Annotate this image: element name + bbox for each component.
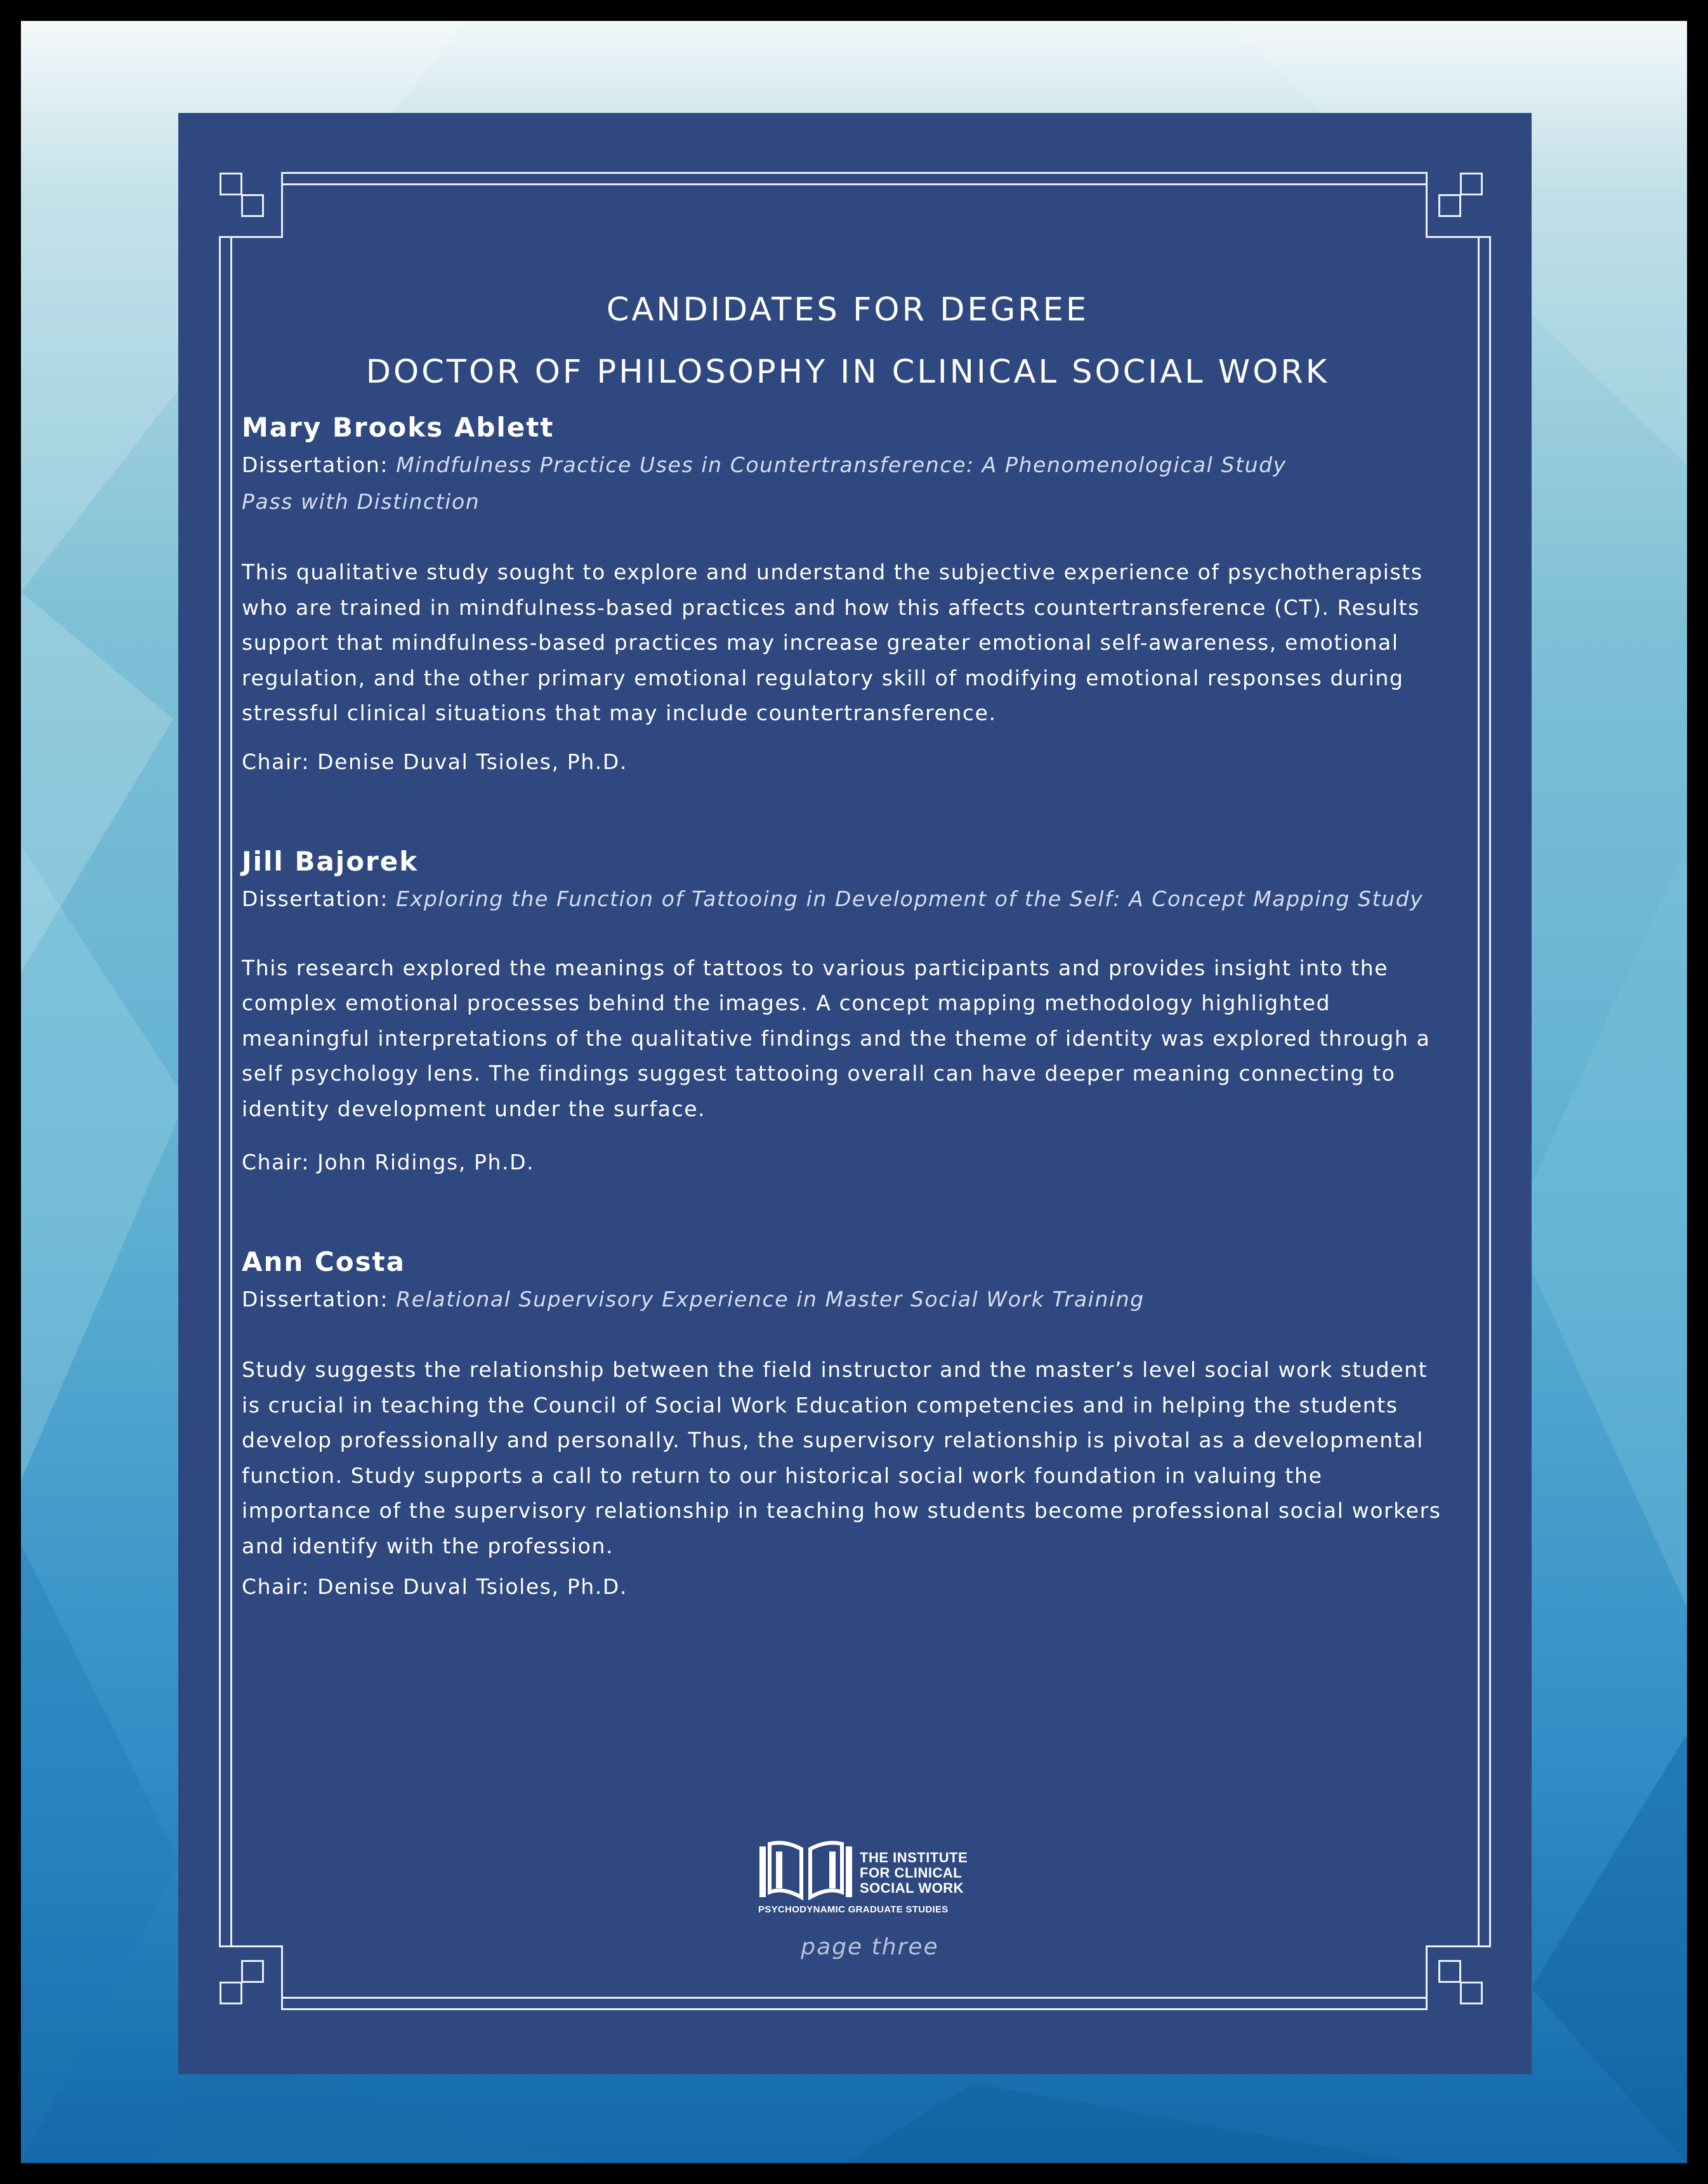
open-book-icon xyxy=(758,1839,853,1902)
candidate-name: Ann Costa xyxy=(242,1246,406,1277)
logo-line-3: SOCIAL WORK xyxy=(860,1880,964,1896)
corner-ornament-top-right xyxy=(1438,173,1489,223)
candidate-entry xyxy=(242,1243,1454,1603)
distinction-note xyxy=(242,484,1454,520)
dissertation-line xyxy=(242,1281,1454,1318)
frame-connector-tl xyxy=(281,172,283,237)
candidate-chair: Chair: John Ridings, Ph.D. xyxy=(242,1150,535,1174)
institute-logo xyxy=(758,1839,987,1918)
frame-connector-tl-h xyxy=(219,236,283,238)
frame-connector-tr-h xyxy=(1426,236,1491,238)
frame-connector-br xyxy=(1426,1945,1428,2010)
distinction-text: Pass with Distinction xyxy=(242,489,480,514)
dissertation-label: Dissertation: xyxy=(242,452,389,477)
heading-line-1: CANDIDATES FOR DEGREE xyxy=(606,291,1089,329)
dissertation-title: Exploring the Function of Tattooing in Development of the Self: A Concept Mapping Study xyxy=(396,886,1424,911)
logo-org-name xyxy=(860,1850,968,1896)
frame-bottom-outer xyxy=(281,2008,1428,2010)
candidate-abstract: This research explored the meanings of tattoos to various participants and provides insight into the complex emotional processes behind the images. A concept mapping methodology highlighted meaningful interpretations of the qualitative findings and the theme of identity was explored through a self psychology lens. The findings suggest tattooing overall can have deeper meaning connecting to identity development under the surface. xyxy=(242,955,1431,1121)
frame-bottom-inner xyxy=(281,1997,1428,1999)
frame-connector-br-h xyxy=(1426,1945,1491,1947)
corner-ornament-bottom-right xyxy=(1438,1960,1489,2011)
dissertation-title: Mindfulness Practice Uses in Countertransference: A Phenomenological Study xyxy=(396,452,1287,477)
frame-connector-bl-h xyxy=(219,1945,283,1947)
frame-connector-tr xyxy=(1426,172,1428,237)
candidate-abstract: This qualitative study sought to explore and understand the subjective experience of psychotherapists who are trained in mindfulness-based practices and how this affects countertransference (CT). Results support that mindfulness-based practices may increase greater emotional self-awareness, emotional regulation, and the other primary emotional regulatory skill of modifying emotional responses during stressful clinical situations that may include countertransference. xyxy=(242,560,1423,725)
candidate-entry xyxy=(242,843,1454,1179)
corner-ornament-top-left xyxy=(220,173,270,223)
frame-top-inner xyxy=(281,183,1428,185)
page-label: page three xyxy=(801,1934,939,1960)
corner-ornament-bottom-left xyxy=(220,1960,270,2011)
dissertation-label: Dissertation: xyxy=(242,886,389,911)
frame-right-inner xyxy=(1478,236,1480,1947)
dissertation-line xyxy=(242,881,1454,918)
logo-line-1: THE INSTITUTE xyxy=(860,1850,968,1865)
frame-top-outer xyxy=(281,172,1428,174)
logo-tagline: PSYCHODYNAMIC GRADUATE STUDIES xyxy=(758,1904,949,1915)
candidate-chair: Chair: Denise Duval Tsioles, Ph.D. xyxy=(242,749,627,774)
frame-right-outer xyxy=(1489,236,1491,1947)
candidate-name: Jill Bajorek xyxy=(242,845,419,877)
frame-left-inner xyxy=(230,236,232,1947)
dissertation-label: Dissertation: xyxy=(242,1287,389,1312)
candidate-abstract: Study suggests the relationship between the field instructor and the master’s level social work student is crucial in teaching the Council of Social Work Education competencies and in helping the students develop professionally and personally. Thus, the supervisory relationship is pivotal as a developmental function. Study supports a call to return to our historical social work foundation in valuing the importance of the supervisory relationship in teaching how students become professional social workers and identify with the profession. xyxy=(242,1357,1442,1558)
dissertation-title: Relational Supervisory Experience in Master Social Work Training xyxy=(396,1287,1145,1312)
logo-line-2: FOR CLINICAL xyxy=(860,1865,962,1881)
frame-connector-bl xyxy=(281,1945,283,2010)
main-content xyxy=(242,279,1454,1603)
heading-line-2: DOCTOR OF PHILOSOPHY IN CLINICAL SOCIAL WORK xyxy=(365,353,1330,391)
frame-left-outer xyxy=(219,236,221,1947)
candidate-chair: Chair: Denise Duval Tsioles, Ph.D. xyxy=(242,1574,627,1599)
candidate-entry xyxy=(242,409,1454,778)
candidate-name: Mary Brooks Ablett xyxy=(242,412,555,443)
dissertation-line xyxy=(242,447,1454,484)
